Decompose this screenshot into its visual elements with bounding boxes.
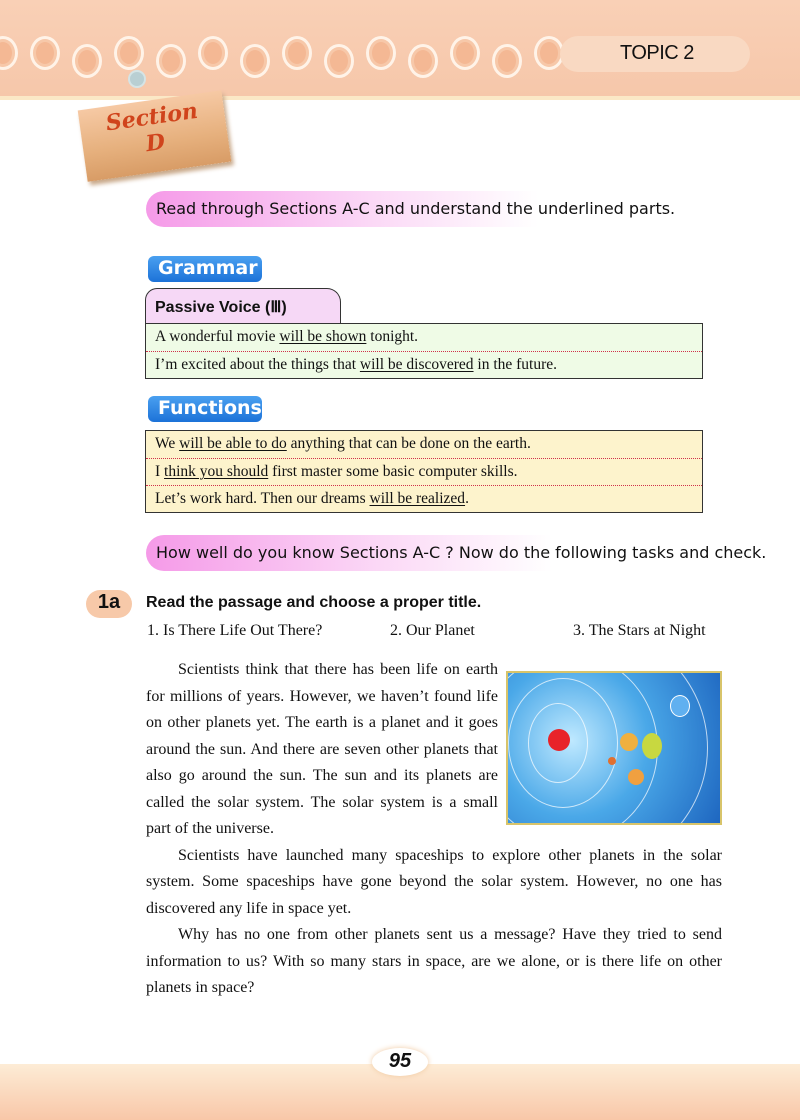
sentence-text: first master some basic computer skills. [268,463,518,480]
grammar-tab: Passive Voice (Ⅲ) [145,288,341,324]
section-sign-word: Section [104,97,200,137]
sentence-text: tonight. [366,328,419,345]
underlined-phrase: will be shown [279,328,367,345]
sentence-text: A wonderful movie [155,328,280,345]
solar-system-image [506,671,722,825]
page-number: 95 [372,1048,428,1076]
functions-table [145,430,703,513]
underlined-phrase: will be realized [369,490,466,507]
sentence-text: Let’s work hard. Then our dreams [155,490,370,507]
option-1: 1. Is There Life Out There? [147,622,323,639]
sentence-text: We [155,435,180,452]
section-sign [78,90,232,181]
instruction-banner-2: How well do you know Sections A-C ? Now do the following tasks and check. [146,535,726,571]
passage-paragraph-1: Scientists think that there has been life on earth for millions of years. However, we haven’t found life on other planets yet. The earth is a planet and it goes around the sun. And there are seven other planets that also go around the sun. The sun and its planets are called the solar system. The solar system is a small part of the universe. [146,661,498,837]
functions-label: Functions [148,396,262,422]
underlined-phrase: will be able to do [179,435,287,452]
option-3: 3. The Stars at Night [573,622,706,639]
task-number-badge: 1a [86,590,132,618]
grammar-sentence [146,324,702,351]
functions-sentence [146,485,702,512]
passage-paragraph-2: Scientists have launched many spaceships to explore other planets in the solar system. Some spaceships have gone beyond the solar system. However, no one has discovered any life in space yet. [146,846,722,917]
section-sign-letter: D [144,128,167,158]
decorative-circles [0,36,564,78]
header-band [0,0,800,100]
reading-passage [146,657,722,1002]
pin-icon [128,70,146,88]
task-title: Read the passage and choose a proper title. [146,594,482,611]
passage-paragraph-3: Why has no one from other planets sent us a message? Have they tried to send information to us? With so many stars in space, are we alone, or is there life on other planets in space? [146,926,722,996]
sentence-text: . [465,490,469,507]
sentence-text: I [155,463,165,480]
underlined-phrase: will be discovered [359,356,474,373]
topic-label: TOPIC 2 [620,42,694,64]
grammar-sentence [146,351,702,378]
sentence-text: in the future. [473,356,558,373]
sentence-text: I’m excited about the things that [155,356,360,373]
grammar-label: Grammar [148,256,262,282]
functions-sentence [146,458,702,485]
sentence-text: anything that can be done on the earth. [286,435,531,452]
grammar-table [145,323,703,379]
instruction-banner: Read through Sections A-C and understand the underlined parts. [146,191,706,227]
option-2: 2. Our Planet [390,622,475,639]
underlined-phrase: think you should [164,463,269,480]
functions-sentence [146,431,702,458]
